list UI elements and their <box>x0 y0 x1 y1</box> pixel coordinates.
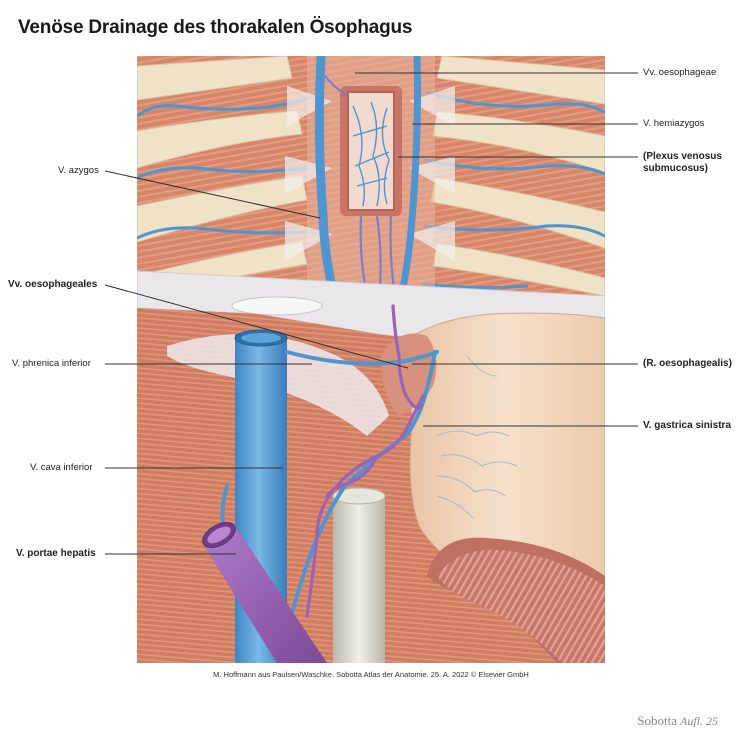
sobotta-brand <box>637 713 718 729</box>
anatomy-illustration <box>137 56 605 663</box>
illustration-svg <box>137 56 605 663</box>
label-vv-oesophageales: Vv. oesophageales <box>8 279 98 290</box>
label-v-hemiazygos: V. hemiazygos <box>643 118 705 129</box>
caval-opening <box>232 297 322 315</box>
label-v-phrenica-inferior: V. phrenica inferior <box>12 358 91 369</box>
abdominal-aorta <box>333 496 385 663</box>
label-vv-oesophageae: Vv. oesophageae <box>643 67 717 78</box>
page-title: Venöse Drainage des thorakalen Ösophagus <box>18 17 413 38</box>
label-r-oesophagealis: (R. oesophagealis) <box>643 358 732 369</box>
label-v-portae-hepatis: V. portae hepatis <box>16 548 96 559</box>
label-v-gastrica-sinistra: V. gastrica sinistra <box>643 420 732 431</box>
label-v-azygos: V. azygos <box>58 165 99 176</box>
brand-name: Sobotta <box>637 713 677 728</box>
label-submucosus: submucosus) <box>643 163 709 174</box>
brand-edition: Aufl. 25 <box>680 714 718 728</box>
label-v-cava-inferior: V. cava inferior <box>30 462 93 473</box>
label-plexus-venosus: (Plexus venosus <box>643 151 722 162</box>
image-credit: M. Hoffmann aus Paulsen/Waschke. Sobotta Atlas der Anatomie. 25. A. 2022 © Elsevier GmbH <box>213 670 529 679</box>
